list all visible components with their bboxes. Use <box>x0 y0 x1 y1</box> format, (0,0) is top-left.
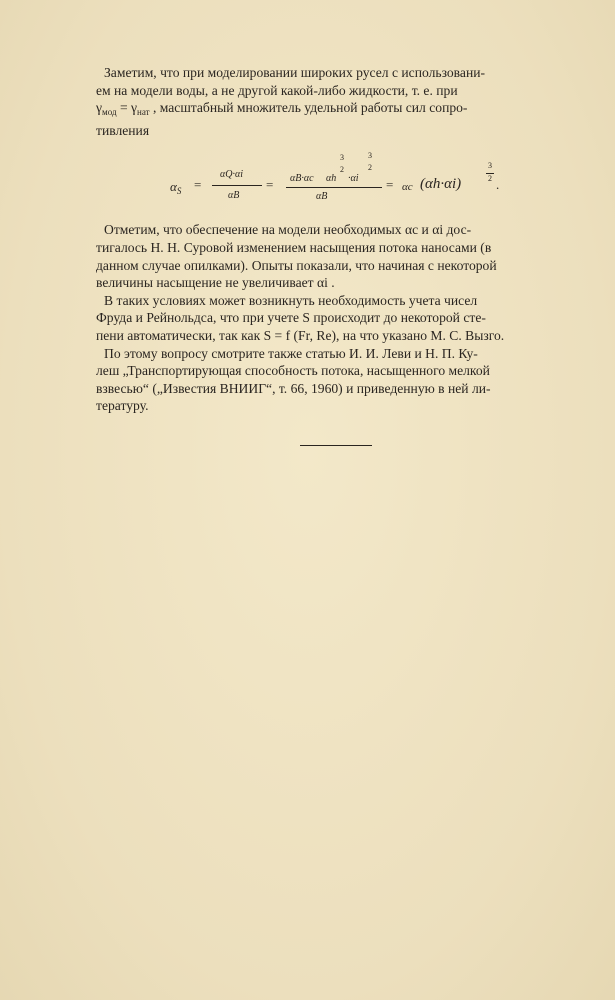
formula-alpha-s <box>104 145 588 213</box>
formula-num-2a: αB·αc <box>290 173 314 185</box>
formula-num-2c: ·αi <box>348 173 359 185</box>
formula-num-2b: αh <box>326 173 337 185</box>
formula-rhs-exp-den: 2 <box>488 174 492 184</box>
paragraph-4 <box>96 345 588 415</box>
para4-line-1: По этому вопросу смотрите также статью И. И. Леви и Н. П. Ку- <box>104 345 478 361</box>
formula-exp-2b: 2 <box>368 163 372 173</box>
para4-line-4: тературу. <box>96 398 149 414</box>
formula-exp-2a: 2 <box>340 165 344 175</box>
formula-eq-3: = <box>386 177 394 193</box>
formula-frac-1 <box>212 185 262 186</box>
formula-den-1: αB <box>228 190 240 202</box>
formula-end: . <box>496 177 500 193</box>
formula-eq-1: = <box>194 177 202 193</box>
paragraph-2 <box>96 221 588 291</box>
formula-frac-2 <box>286 187 382 188</box>
formula-lhs: $\alpha_S$ <box>170 179 182 197</box>
formula-rhs: αc <box>402 181 413 194</box>
formula-rhs-paren: (αh·αi) <box>420 176 462 193</box>
para4-line-3: взвесью“ („Известия ВНИИГ“, т. 66, 1960) и приведенную в ней ли- <box>96 380 491 396</box>
para3-line-3: пени автоматически, так как S = f (Fr, Re), на что указано М. С. Вызго. <box>96 327 505 343</box>
para1-line-3: $\gamma_{мод} = \gamma_{нат}$ , масштабный множитель удельной работы сил сопро- <box>96 100 468 118</box>
para2-line-1: Отметим, что обеспечение на модели необходимых αc и αi дос- <box>104 222 472 238</box>
para2-line-2: тигалось Н. Н. Суровой изменением насыщения потока наносами (в <box>96 239 492 255</box>
para2-line-3: данном случае опилками). Опыты показали, что начиная с некоторой <box>96 257 497 273</box>
formula-eq-2: = <box>266 177 274 193</box>
para3-line-1: В таких условиях может возникнуть необходимость учета чисел <box>104 292 478 308</box>
paragraph-1 <box>96 64 588 139</box>
para3-line-2: Фруда и Рейнольдса, что при учете S происходит до некоторой сте- <box>96 310 486 326</box>
para2-line-4: величины насыщение не увеличивает αi . <box>96 275 335 291</box>
page-body <box>96 64 588 415</box>
formula-exp-3b: 3 <box>368 151 372 161</box>
paragraph-3 <box>96 292 588 345</box>
para1-line-4: тивления <box>96 122 150 138</box>
formula-num-1: αQ·αi <box>220 169 243 181</box>
para1-line-2: ем на модели воды, а не другой какой-либо жидкости, т. е. при <box>96 82 458 98</box>
formula-den-2: αB <box>316 191 328 203</box>
para1-line-1: Заметим, что при моделировании широких русел с использовани- <box>104 65 486 80</box>
para4-line-2: леш „Транспортирующая способность потока, насыщенного мелкой <box>96 363 490 379</box>
formula-exp-3a: 3 <box>340 153 344 163</box>
formula-rhs-exp-num: 3 <box>488 161 492 171</box>
section-divider <box>300 445 372 446</box>
